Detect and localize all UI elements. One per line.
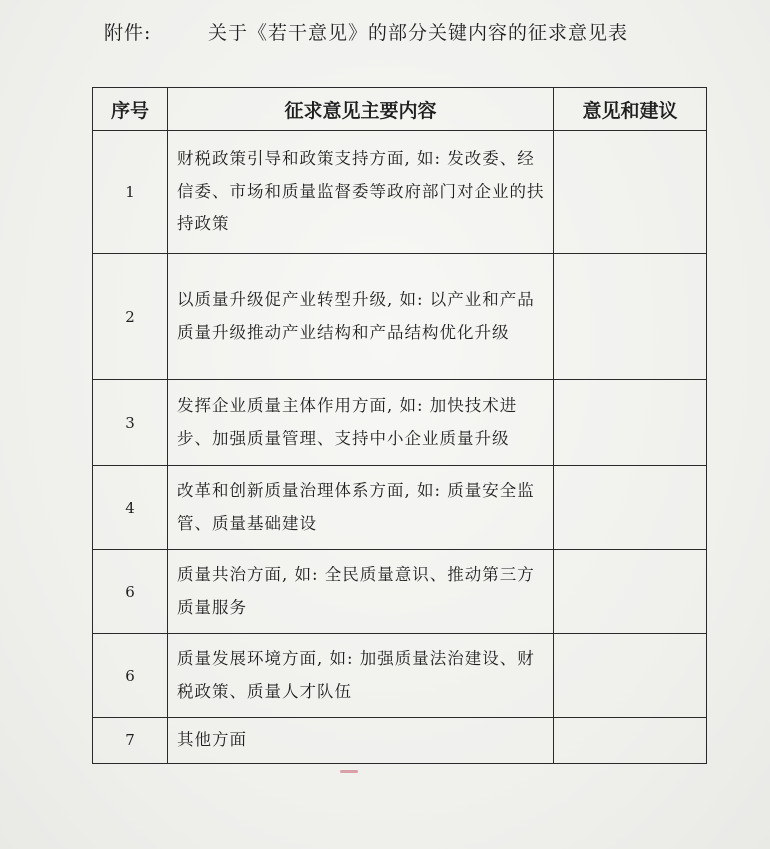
- attachment-label: 附件:: [104, 22, 152, 44]
- row-content: 发挥企业质量主体作用方面, 如: 加快技术进步、加强质量管理、支持中小企业质量升级: [168, 380, 554, 466]
- opinion-form-table: [92, 87, 707, 764]
- row-number: 4: [93, 466, 168, 550]
- row-content: 改革和创新质量治理体系方面, 如: 质量安全监管、质量基础建设: [168, 466, 554, 550]
- row-opinion-cell[interactable]: [554, 466, 707, 550]
- row-opinion-cell[interactable]: [554, 131, 707, 254]
- row-number: 6: [93, 550, 168, 634]
- row-number: 6: [93, 634, 168, 718]
- row-content: 质量共治方面, 如: 全民质量意识、推动第三方质量服务: [168, 550, 554, 634]
- table-row: [93, 634, 707, 718]
- row-opinion-cell[interactable]: [554, 550, 707, 634]
- row-opinion-cell[interactable]: [554, 634, 707, 718]
- row-number: 7: [93, 718, 168, 764]
- table-row: [93, 380, 707, 466]
- row-number: 2: [93, 254, 168, 380]
- table-row: [93, 466, 707, 550]
- row-number: 3: [93, 380, 168, 466]
- document-title: 关于《若干意见》的部分关键内容的征求意见表: [208, 22, 629, 44]
- row-opinion-cell[interactable]: [554, 380, 707, 466]
- row-content: 财税政策引导和政策支持方面, 如: 发改委、经信委、市场和质量监督委等政府部门对企业的扶持政策: [168, 131, 554, 254]
- row-content: 以质量升级促产业转型升级, 如: 以产业和产品质量升级推动产业结构和产品结构优化升级: [168, 254, 554, 380]
- document-heading: [104, 18, 628, 45]
- header-opinions: 意见和建议: [554, 88, 707, 131]
- row-content: 质量发展环境方面, 如: 加强质量法治建设、财税政策、质量人才队伍: [168, 634, 554, 718]
- table-row: [93, 550, 707, 634]
- table-row: [93, 131, 707, 254]
- header-serial-number: 序号: [93, 88, 168, 131]
- table-row: [93, 254, 707, 380]
- header-main-content: 征求意见主要内容: [168, 88, 554, 131]
- row-opinion-cell[interactable]: [554, 718, 707, 764]
- row-content: 其他方面: [168, 718, 554, 764]
- table-row: [93, 718, 707, 764]
- table-header-row: [93, 88, 707, 131]
- stamp-mark: [340, 770, 358, 773]
- row-opinion-cell[interactable]: [554, 254, 707, 380]
- row-number: 1: [93, 131, 168, 254]
